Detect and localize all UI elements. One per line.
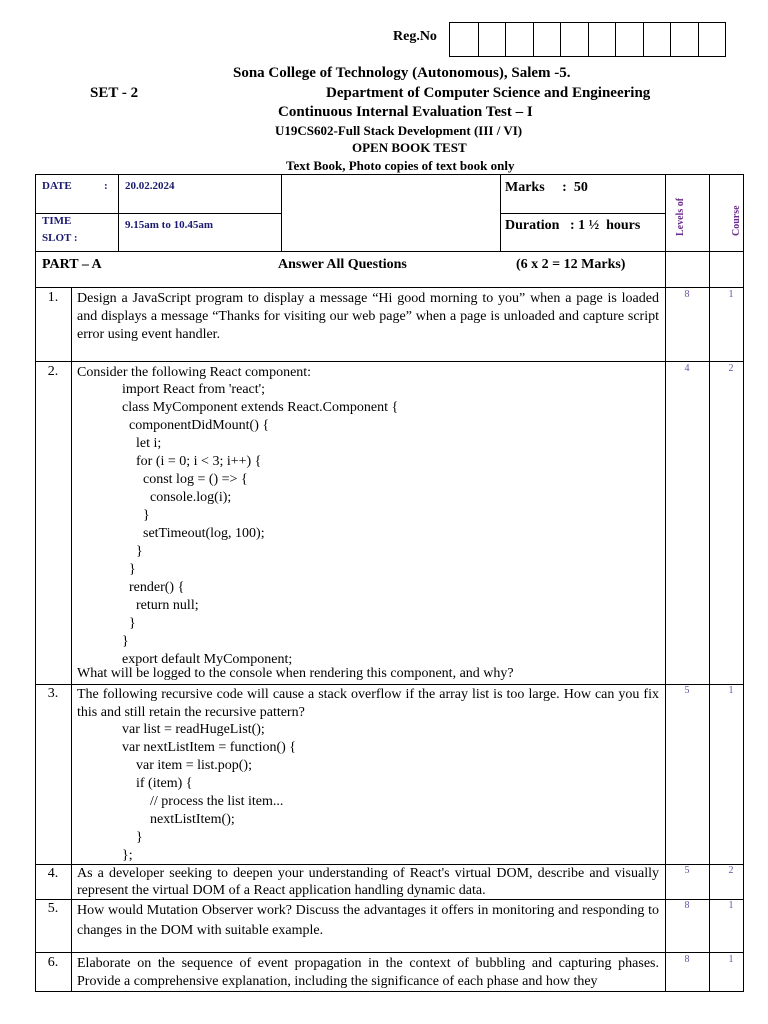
question-number: 5. bbox=[47, 901, 59, 916]
question-number: 1. bbox=[47, 290, 59, 305]
allowed-material: Text Book, Photo copies of text book only bbox=[286, 158, 515, 173]
part-a-marks: (6 x 2 = 12 Marks) bbox=[516, 257, 626, 272]
date-colon: : bbox=[104, 180, 108, 192]
question-level: 8 bbox=[684, 954, 690, 965]
reg-no-label: Reg.No bbox=[393, 29, 437, 44]
question-text: As a developer seeking to deepen your understanding of React's virtual DOM, describe and visually represent the virtual DOM of a React application handling dynamic data. bbox=[77, 866, 659, 898]
question-text: The following recursive code will cause a stack overflow if the array list is too large. How can you fix this and still retain the recursive pattern? bbox=[77, 687, 659, 720]
question-level: 8 bbox=[684, 289, 690, 300]
duration: Duration : 1 ½ hours bbox=[505, 218, 641, 233]
question-text: Design a JavaScript program to display a message “Hi good morning to you” when a page is loaded and displays a message “Thanks for visiting our web page” when a page is unloaded and capture script error using event handler. bbox=[77, 291, 659, 342]
question-code: import React from 'react'; class MyComponent extends React.Component { componentDidMount() { let i; for (i = 0; i < 3; i++) { const log = () => { console.log(i); } setTimeout(log, 100); } } render() { return null; } } export default MyComponent; bbox=[122, 382, 399, 667]
question-level: 4 bbox=[684, 363, 690, 374]
date-label: DATE bbox=[42, 180, 72, 192]
set-label: SET - 2 bbox=[90, 85, 139, 101]
question-code: var list = readHugeList(); var nextListItem = function() { var item = list.pop(); if (item) { // process the list item... nextListItem(); } }; bbox=[122, 722, 297, 863]
question-co: 1 bbox=[728, 954, 734, 965]
question-text: Elaborate on the sequence of event propagation in the context of bubbling and capturing phases. Provide a comprehensive explanation, including the significance of each phase and how they bbox=[77, 956, 659, 989]
question-number: 3. bbox=[47, 686, 59, 701]
question-co: 2 bbox=[728, 363, 734, 374]
course-column-header: Course bbox=[731, 205, 742, 236]
total-marks: Marks : 50 bbox=[505, 180, 588, 195]
date-value: 20.02.2024 bbox=[125, 180, 175, 192]
question-co: 1 bbox=[728, 289, 734, 300]
question-text: How would Mutation Observer work? Discuss the advantages it offers in monitoring and responding to changes in the DOM with suitable example. bbox=[77, 903, 659, 938]
time-value: 9.15am to 10.45am bbox=[125, 219, 213, 231]
question-level: 8 bbox=[684, 900, 690, 911]
course-code: U19CS602-Full Stack Development (III / VI) bbox=[275, 123, 523, 138]
question-text-after: What will be logged to the console when rendering this component, and why? bbox=[77, 666, 514, 681]
part-a-title: PART – A bbox=[42, 257, 102, 272]
question-number: 6. bbox=[47, 955, 59, 970]
time-label: TIME bbox=[42, 215, 72, 227]
time-slot-label: SLOT : bbox=[42, 232, 78, 244]
part-a-instruction: Answer All Questions bbox=[278, 257, 407, 272]
test-name: Continuous Internal Evaluation Test – I bbox=[278, 104, 533, 120]
question-co: 1 bbox=[728, 900, 734, 911]
question-text: Consider the following React component: bbox=[77, 365, 312, 380]
question-number: 2. bbox=[47, 364, 59, 379]
department-name: Department of Computer Science and Engineering bbox=[326, 85, 651, 101]
college-name: Sona College of Technology (Autonomous), Salem -5. bbox=[233, 65, 571, 81]
question-co: 2 bbox=[728, 865, 734, 876]
question-co: 1 bbox=[728, 685, 734, 696]
question-level: 5 bbox=[684, 685, 690, 696]
reg-no-boxes[interactable] bbox=[449, 22, 726, 57]
levels-column-header: Levels of bbox=[675, 197, 686, 236]
question-level: 5 bbox=[684, 865, 690, 876]
test-type: OPEN BOOK TEST bbox=[352, 140, 467, 155]
question-number: 4. bbox=[47, 866, 59, 881]
